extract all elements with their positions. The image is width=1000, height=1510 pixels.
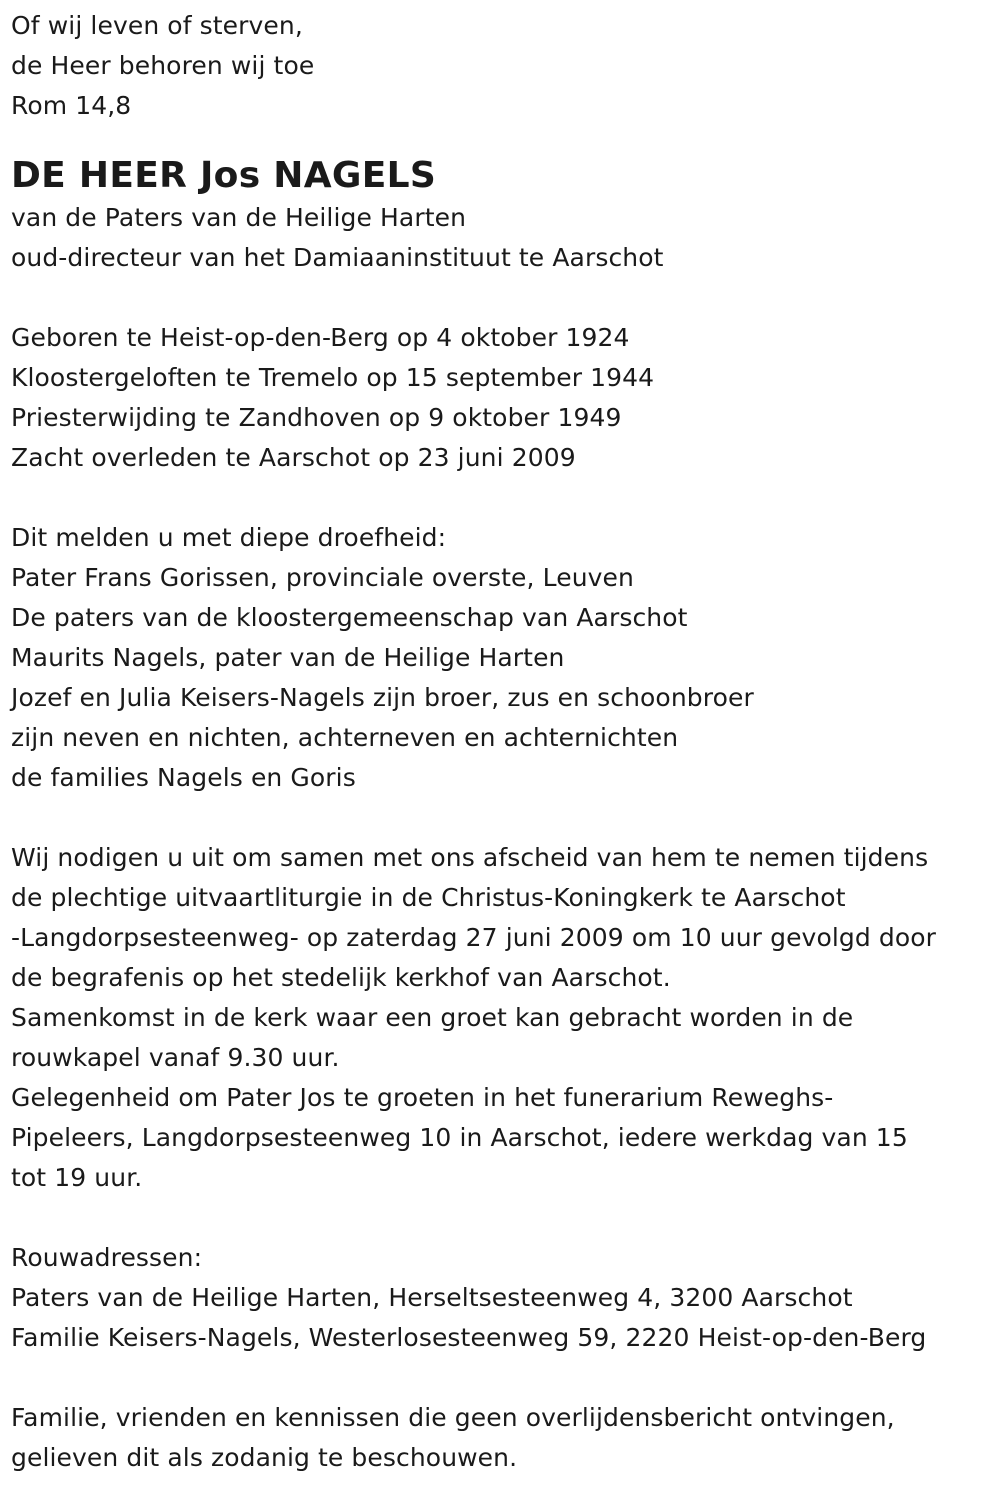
announcer-line: de families Nagels en Goris [11,763,356,792]
address-line: Paters van de Heilige Harten, Herseltsesteenweg 4, 3200 Aarschot [11,1283,853,1312]
motto-line: Of wij leven of sterven, [11,11,303,40]
funeral-line: rouwkapel vanaf 9.30 uur. [11,1043,340,1072]
funeral-line: de plechtige uitvaartliturgie in de Christus-Koningkerk te Aarschot [11,883,846,912]
announcer-line: zijn neven en nichten, achterneven en achternichten [11,723,679,752]
spacer [11,278,1000,318]
announcer-line: Jozef en Julia Keisers-Nagels zijn broer, zus en schoonbroer [11,683,754,712]
deceased-name-title: DE HEER Jos NAGELS [11,155,437,196]
spacer [11,798,1000,838]
funeral-line: -Langdorpsesteenweg- op zaterdag 27 juni 2009 om 10 uur gevolgd door [11,923,937,952]
date-died: Zacht overleden te Aarschot op 23 juni 2009 [11,443,576,472]
addresses-intro: Rouwadressen: [11,1243,203,1272]
funeral-line: tot 19 uur. [11,1163,143,1192]
dates-block [11,318,1000,478]
funeral-line: Samenkomst in de kerk waar een groet kan gebracht worden in de [11,1003,854,1032]
announcer-line: De paters van de kloostergemeenschap van Aarschot [11,603,688,632]
spacer [11,1198,1000,1238]
funeral-block [11,838,1000,1198]
funeral-line: Wij nodigen u uit om samen met ons afscheid van hem te nemen tijdens [11,843,929,872]
spacer [11,1358,1000,1398]
deceased-line: oud-directeur van het Damiaaninstituut te Aarschot [11,243,664,272]
addresses-block [11,1238,1000,1358]
announcers-block [11,518,1000,798]
closing-line: gelieven dit als zodanig te beschouwen. [11,1443,518,1472]
motto-line: de Heer behoren wij toe [11,51,315,80]
address-line: Familie Keisers-Nagels, Westerlosesteenweg 59, 2220 Heist-op-den-Berg [11,1323,927,1352]
deceased-line: van de Paters van de Heilige Harten [11,203,467,232]
date-vows: Kloostergeloften te Tremelo op 15 september 1944 [11,363,655,392]
funeral-line: Gelegenheid om Pater Jos te groeten in het funerarium Reweghs- [11,1083,834,1112]
date-born: Geboren te Heist-op-den-Berg op 4 oktober 1924 [11,323,630,352]
closing-line: Familie, vrienden en kennissen die geen overlijdensbericht ontvingen, [11,1403,895,1432]
announcer-line: Maurits Nagels, pater van de Heilige Harten [11,643,565,672]
announcers-intro: Dit melden u met diepe droefheid: [11,523,447,552]
funeral-line: Pipeleers, Langdorpsesteenweg 10 in Aarschot, iedere werkdag van 15 [11,1123,908,1152]
date-ordination: Priesterwijding te Zandhoven op 9 oktober 1949 [11,403,622,432]
motto-block [11,6,1000,126]
funeral-line: de begrafenis op het stedelijk kerkhof van Aarschot. [11,963,671,992]
spacer [11,478,1000,518]
deceased-block [11,198,1000,278]
motto-reference: Rom 14,8 [11,91,132,120]
closing-block [11,1398,1000,1478]
announcer-line: Pater Frans Gorissen, provinciale overste, Leuven [11,563,634,592]
